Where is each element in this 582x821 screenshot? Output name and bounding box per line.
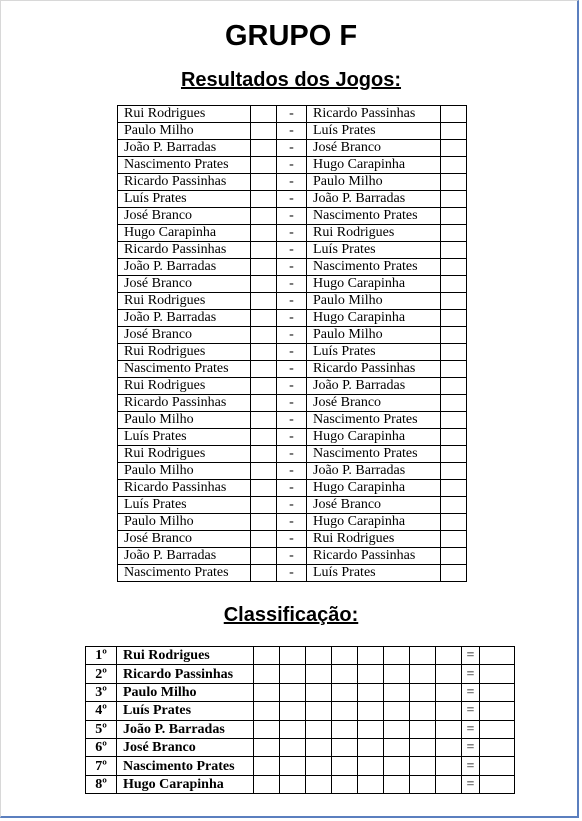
stat-cell bbox=[358, 647, 384, 665]
results-heading-text: Resultados dos Jogos: bbox=[180, 69, 402, 91]
home-team: Ricardo Passinhas bbox=[118, 174, 251, 191]
home-team: Luís Prates bbox=[118, 497, 251, 514]
stat-cell bbox=[254, 757, 280, 775]
away-score-cell bbox=[441, 378, 467, 395]
stat-cell bbox=[306, 757, 332, 775]
home-score-cell bbox=[251, 565, 277, 582]
away-score-cell bbox=[441, 412, 467, 429]
home-team: João P. Barradas bbox=[118, 259, 251, 276]
home-score-cell bbox=[251, 412, 277, 429]
home-team: Rui Rodrigues bbox=[118, 293, 251, 310]
game-row bbox=[118, 463, 467, 480]
stat-cell bbox=[384, 702, 410, 720]
page-title: GRUPO F bbox=[224, 20, 358, 52]
away-team: Hugo Carapinha bbox=[307, 276, 441, 293]
points-cell bbox=[480, 702, 515, 720]
separator: - bbox=[277, 276, 307, 293]
home-score-cell bbox=[251, 480, 277, 497]
player-name: Luís Prates bbox=[117, 702, 254, 720]
away-team: Luís Prates bbox=[307, 565, 441, 582]
game-row bbox=[118, 531, 467, 548]
home-team: Rui Rodrigues bbox=[118, 378, 251, 395]
separator: - bbox=[277, 140, 307, 157]
away-score-cell bbox=[441, 140, 467, 157]
away-team: Paulo Milho bbox=[307, 293, 441, 310]
equals-sign: = bbox=[462, 683, 480, 701]
stat-cell bbox=[436, 738, 462, 756]
away-team: Ricardo Passinhas bbox=[307, 548, 441, 565]
away-team: Ricardo Passinhas bbox=[307, 106, 441, 123]
game-row bbox=[118, 327, 467, 344]
stat-cell bbox=[280, 757, 306, 775]
stat-cell bbox=[436, 757, 462, 775]
home-score-cell bbox=[251, 140, 277, 157]
game-row bbox=[118, 123, 467, 140]
position: 1º bbox=[86, 647, 117, 665]
points-cell bbox=[480, 738, 515, 756]
stat-cell bbox=[280, 702, 306, 720]
away-team: João P. Barradas bbox=[307, 191, 441, 208]
separator: - bbox=[277, 344, 307, 361]
home-team: Paulo Milho bbox=[118, 463, 251, 480]
home-team: Rui Rodrigues bbox=[118, 106, 251, 123]
away-team: Hugo Carapinha bbox=[307, 310, 441, 327]
game-row bbox=[118, 140, 467, 157]
away-score-cell bbox=[441, 293, 467, 310]
equals-sign: = bbox=[462, 702, 480, 720]
home-score-cell bbox=[251, 531, 277, 548]
stat-cell bbox=[358, 775, 384, 793]
equals-sign: = bbox=[462, 775, 480, 793]
stat-cell bbox=[280, 683, 306, 701]
game-row bbox=[118, 208, 467, 225]
points-cell bbox=[480, 683, 515, 701]
standings-table bbox=[85, 646, 515, 794]
stat-cell bbox=[254, 738, 280, 756]
game-row bbox=[118, 259, 467, 276]
home-team: João P. Barradas bbox=[118, 310, 251, 327]
home-team: José Branco bbox=[118, 327, 251, 344]
stat-cell bbox=[358, 683, 384, 701]
separator: - bbox=[277, 412, 307, 429]
separator: - bbox=[277, 293, 307, 310]
away-score-cell bbox=[441, 259, 467, 276]
home-team: Nascimento Prates bbox=[118, 157, 251, 174]
away-team: Hugo Carapinha bbox=[307, 429, 441, 446]
home-score-cell bbox=[251, 497, 277, 514]
separator: - bbox=[277, 378, 307, 395]
game-row bbox=[118, 395, 467, 412]
stat-cell bbox=[306, 683, 332, 701]
game-row bbox=[118, 446, 467, 463]
player-name: José Branco bbox=[117, 738, 254, 756]
home-score-cell bbox=[251, 378, 277, 395]
separator: - bbox=[277, 497, 307, 514]
game-row bbox=[118, 429, 467, 446]
stat-cell bbox=[410, 665, 436, 683]
stat-cell bbox=[436, 665, 462, 683]
home-team: Paulo Milho bbox=[118, 412, 251, 429]
separator: - bbox=[277, 174, 307, 191]
equals-sign: = bbox=[462, 738, 480, 756]
stat-cell bbox=[280, 775, 306, 793]
away-team: Paulo Milho bbox=[307, 327, 441, 344]
standing-row bbox=[86, 647, 515, 665]
stat-cell bbox=[254, 702, 280, 720]
stat-cell bbox=[306, 647, 332, 665]
stat-cell bbox=[254, 647, 280, 665]
home-score-cell bbox=[251, 446, 277, 463]
home-score-cell bbox=[251, 191, 277, 208]
home-score-cell bbox=[251, 259, 277, 276]
home-team: Nascimento Prates bbox=[118, 565, 251, 582]
away-score-cell bbox=[441, 276, 467, 293]
game-row bbox=[118, 344, 467, 361]
points-cell bbox=[480, 757, 515, 775]
position: 7º bbox=[86, 757, 117, 775]
away-score-cell bbox=[441, 208, 467, 225]
away-team: José Branco bbox=[307, 140, 441, 157]
away-team: José Branco bbox=[307, 497, 441, 514]
stat-cell bbox=[384, 647, 410, 665]
away-team: Rui Rodrigues bbox=[307, 225, 441, 242]
away-score-cell bbox=[441, 242, 467, 259]
away-team: Luís Prates bbox=[307, 344, 441, 361]
home-team: Rui Rodrigues bbox=[118, 446, 251, 463]
home-team: Nascimento Prates bbox=[118, 361, 251, 378]
away-team: Luís Prates bbox=[307, 123, 441, 140]
stat-cell bbox=[384, 738, 410, 756]
stat-cell bbox=[306, 702, 332, 720]
away-score-cell bbox=[441, 531, 467, 548]
stat-cell bbox=[384, 757, 410, 775]
home-score-cell bbox=[251, 225, 277, 242]
stat-cell bbox=[306, 738, 332, 756]
separator: - bbox=[277, 565, 307, 582]
stat-cell bbox=[306, 665, 332, 683]
home-score-cell bbox=[251, 548, 277, 565]
home-score-cell bbox=[251, 395, 277, 412]
stat-cell bbox=[358, 665, 384, 683]
separator: - bbox=[277, 157, 307, 174]
away-score-cell bbox=[441, 174, 467, 191]
game-row bbox=[118, 157, 467, 174]
standing-row bbox=[86, 720, 515, 738]
player-name: Hugo Carapinha bbox=[117, 775, 254, 793]
classification-heading bbox=[0, 604, 582, 627]
player-name: Ricardo Passinhas bbox=[117, 665, 254, 683]
separator: - bbox=[277, 463, 307, 480]
away-team: Hugo Carapinha bbox=[307, 514, 441, 531]
equals-sign: = bbox=[462, 720, 480, 738]
separator: - bbox=[277, 106, 307, 123]
equals-sign: = bbox=[462, 757, 480, 775]
stat-cell bbox=[332, 720, 358, 738]
stat-cell bbox=[332, 775, 358, 793]
separator: - bbox=[277, 548, 307, 565]
stat-cell bbox=[410, 683, 436, 701]
away-score-cell bbox=[441, 463, 467, 480]
stat-cell bbox=[410, 702, 436, 720]
home-score-cell bbox=[251, 174, 277, 191]
stat-cell bbox=[436, 720, 462, 738]
home-team: José Branco bbox=[118, 531, 251, 548]
away-team: Luís Prates bbox=[307, 242, 441, 259]
away-score-cell bbox=[441, 361, 467, 378]
home-team: José Branco bbox=[118, 276, 251, 293]
game-row bbox=[118, 412, 467, 429]
separator: - bbox=[277, 361, 307, 378]
home-team: Ricardo Passinhas bbox=[118, 395, 251, 412]
home-score-cell bbox=[251, 242, 277, 259]
classification-heading-text: Classificação: bbox=[223, 604, 359, 626]
stat-cell bbox=[280, 738, 306, 756]
home-score-cell bbox=[251, 276, 277, 293]
stat-cell bbox=[436, 775, 462, 793]
stat-cell bbox=[332, 665, 358, 683]
points-cell bbox=[480, 775, 515, 793]
home-score-cell bbox=[251, 463, 277, 480]
game-row bbox=[118, 361, 467, 378]
game-row bbox=[118, 293, 467, 310]
stat-cell bbox=[280, 665, 306, 683]
position: 3º bbox=[86, 683, 117, 701]
stat-cell bbox=[436, 683, 462, 701]
home-score-cell bbox=[251, 514, 277, 531]
home-score-cell bbox=[251, 208, 277, 225]
away-team: Nascimento Prates bbox=[307, 259, 441, 276]
standing-row bbox=[86, 702, 515, 720]
game-row bbox=[118, 174, 467, 191]
position: 2º bbox=[86, 665, 117, 683]
stat-cell bbox=[384, 665, 410, 683]
stat-cell bbox=[410, 757, 436, 775]
stat-cell bbox=[254, 775, 280, 793]
stat-cell bbox=[358, 702, 384, 720]
home-score-cell bbox=[251, 344, 277, 361]
stat-cell bbox=[358, 757, 384, 775]
separator: - bbox=[277, 327, 307, 344]
away-score-cell bbox=[441, 565, 467, 582]
away-score-cell bbox=[441, 514, 467, 531]
stat-cell bbox=[254, 665, 280, 683]
separator: - bbox=[277, 446, 307, 463]
game-row bbox=[118, 565, 467, 582]
stat-cell bbox=[410, 738, 436, 756]
home-score-cell bbox=[251, 429, 277, 446]
stat-cell bbox=[332, 683, 358, 701]
away-team: Ricardo Passinhas bbox=[307, 361, 441, 378]
home-team: João P. Barradas bbox=[118, 548, 251, 565]
away-score-cell bbox=[441, 191, 467, 208]
stat-cell bbox=[254, 683, 280, 701]
away-team: Hugo Carapinha bbox=[307, 480, 441, 497]
points-cell bbox=[480, 647, 515, 665]
away-score-cell bbox=[441, 429, 467, 446]
away-team: Nascimento Prates bbox=[307, 208, 441, 225]
points-cell bbox=[480, 720, 515, 738]
separator: - bbox=[277, 395, 307, 412]
home-team: José Branco bbox=[118, 208, 251, 225]
away-score-cell bbox=[441, 123, 467, 140]
home-score-cell bbox=[251, 361, 277, 378]
home-team: Paulo Milho bbox=[118, 123, 251, 140]
game-row bbox=[118, 106, 467, 123]
games-table bbox=[117, 105, 467, 582]
game-row bbox=[118, 276, 467, 293]
home-team: Paulo Milho bbox=[118, 514, 251, 531]
results-heading bbox=[0, 69, 582, 92]
position: 4º bbox=[86, 702, 117, 720]
home-team: Luís Prates bbox=[118, 429, 251, 446]
game-row bbox=[118, 378, 467, 395]
stat-cell bbox=[410, 720, 436, 738]
stat-cell bbox=[410, 647, 436, 665]
away-score-cell bbox=[441, 395, 467, 412]
away-score-cell bbox=[441, 446, 467, 463]
stat-cell bbox=[280, 720, 306, 738]
stat-cell bbox=[410, 775, 436, 793]
game-row bbox=[118, 225, 467, 242]
home-score-cell bbox=[251, 293, 277, 310]
game-row bbox=[118, 242, 467, 259]
stat-cell bbox=[436, 647, 462, 665]
separator: - bbox=[277, 480, 307, 497]
away-team: João P. Barradas bbox=[307, 378, 441, 395]
separator: - bbox=[277, 310, 307, 327]
separator: - bbox=[277, 242, 307, 259]
away-score-cell bbox=[441, 480, 467, 497]
player-name: João P. Barradas bbox=[117, 720, 254, 738]
home-team: Rui Rodrigues bbox=[118, 344, 251, 361]
stat-cell bbox=[384, 683, 410, 701]
away-score-cell bbox=[441, 548, 467, 565]
stat-cell bbox=[254, 720, 280, 738]
home-score-cell bbox=[251, 123, 277, 140]
away-score-cell bbox=[441, 157, 467, 174]
stat-cell bbox=[306, 775, 332, 793]
game-row bbox=[118, 191, 467, 208]
away-team: João P. Barradas bbox=[307, 463, 441, 480]
stat-cell bbox=[332, 647, 358, 665]
game-row bbox=[118, 310, 467, 327]
separator: - bbox=[277, 429, 307, 446]
stat-cell bbox=[436, 702, 462, 720]
home-team: Ricardo Passinhas bbox=[118, 242, 251, 259]
stat-cell bbox=[332, 738, 358, 756]
game-row bbox=[118, 514, 467, 531]
standing-row bbox=[86, 738, 515, 756]
game-row bbox=[118, 480, 467, 497]
standing-row bbox=[86, 775, 515, 793]
away-team: Nascimento Prates bbox=[307, 412, 441, 429]
position: 6º bbox=[86, 738, 117, 756]
points-cell bbox=[480, 665, 515, 683]
home-score-cell bbox=[251, 327, 277, 344]
away-score-cell bbox=[441, 106, 467, 123]
stat-cell bbox=[280, 647, 306, 665]
home-team: Hugo Carapinha bbox=[118, 225, 251, 242]
standing-row bbox=[86, 665, 515, 683]
stat-cell bbox=[358, 720, 384, 738]
away-team: Rui Rodrigues bbox=[307, 531, 441, 548]
separator: - bbox=[277, 531, 307, 548]
game-row bbox=[118, 497, 467, 514]
stat-cell bbox=[332, 702, 358, 720]
stat-cell bbox=[332, 757, 358, 775]
separator: - bbox=[277, 259, 307, 276]
home-score-cell bbox=[251, 106, 277, 123]
player-name: Nascimento Prates bbox=[117, 757, 254, 775]
away-score-cell bbox=[441, 344, 467, 361]
stat-cell bbox=[384, 720, 410, 738]
away-team: Paulo Milho bbox=[307, 174, 441, 191]
player-name: Rui Rodrigues bbox=[117, 647, 254, 665]
separator: - bbox=[277, 225, 307, 242]
game-row bbox=[118, 548, 467, 565]
equals-sign: = bbox=[462, 647, 480, 665]
standing-row bbox=[86, 757, 515, 775]
position: 8º bbox=[86, 775, 117, 793]
stat-cell bbox=[306, 720, 332, 738]
home-score-cell bbox=[251, 157, 277, 174]
player-name: Paulo Milho bbox=[117, 683, 254, 701]
away-score-cell bbox=[441, 327, 467, 344]
away-score-cell bbox=[441, 497, 467, 514]
away-team: Nascimento Prates bbox=[307, 446, 441, 463]
home-team: Ricardo Passinhas bbox=[118, 480, 251, 497]
home-score-cell bbox=[251, 310, 277, 327]
standing-row bbox=[86, 683, 515, 701]
away-score-cell bbox=[441, 225, 467, 242]
separator: - bbox=[277, 123, 307, 140]
separator: - bbox=[277, 514, 307, 531]
stat-cell bbox=[384, 775, 410, 793]
stat-cell bbox=[358, 738, 384, 756]
equals-sign: = bbox=[462, 665, 480, 683]
away-team: José Branco bbox=[307, 395, 441, 412]
home-team: Luís Prates bbox=[118, 191, 251, 208]
separator: - bbox=[277, 191, 307, 208]
away-score-cell bbox=[441, 310, 467, 327]
position: 5º bbox=[86, 720, 117, 738]
separator: - bbox=[277, 208, 307, 225]
away-team: Hugo Carapinha bbox=[307, 157, 441, 174]
home-team: João P. Barradas bbox=[118, 140, 251, 157]
